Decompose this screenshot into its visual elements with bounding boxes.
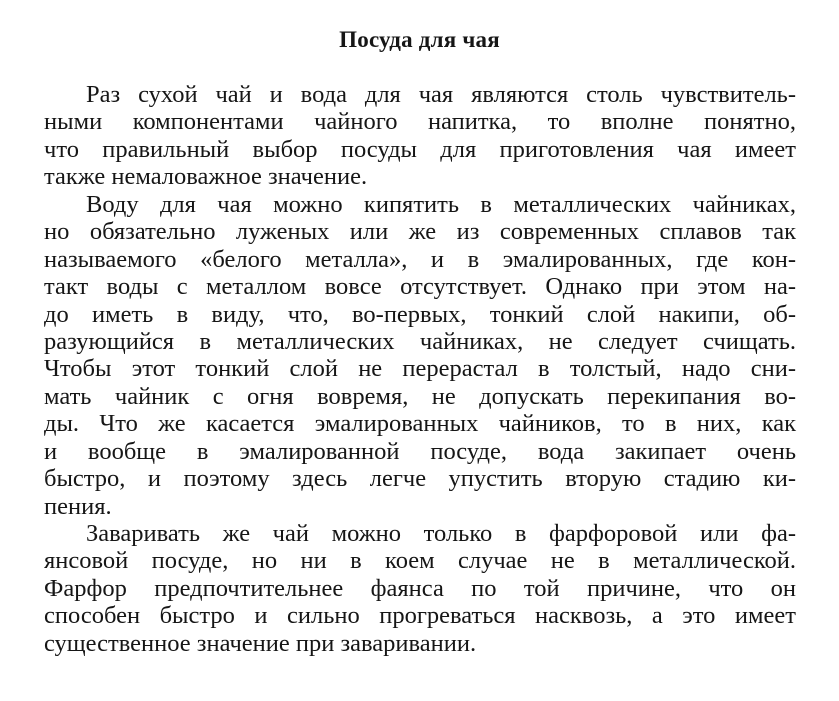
paragraph-3: [44, 520, 796, 657]
text-line: янсовой посуде, но ни в коем случае не в металлической.: [44, 547, 796, 575]
text-line: также немаловажное значение.: [44, 163, 368, 191]
text-line: ды. Что же касается эмалированных чайников, то в них, как: [44, 410, 796, 438]
document-title: Посуда для чая: [339, 27, 500, 52]
text-line: ными компонентами чайного напитка, то вполне понятно,: [44, 108, 796, 136]
text-line: и вообще в эмалированной посуде, вода закипает очень: [44, 437, 796, 465]
document-body: [44, 81, 796, 657]
paragraph-2: [44, 191, 796, 520]
text-line: существенное значение при заваривании.: [44, 629, 477, 657]
text-line: способен быстро и сильно прогреваться насквозь, а это имеет: [44, 602, 796, 630]
text-line: что правильный выбор посуды для приготовления чая имеет: [44, 135, 796, 163]
text-line: Фарфор предпочтительнее фаянса по той причине, что он: [44, 574, 796, 602]
text-line: Чтобы этот тонкий слой не перерастал в толстый, надо сни-: [44, 355, 796, 383]
text-line: быстро, и поэтому здесь легче упустить вторую стадию ки-: [44, 465, 796, 493]
text-line: Раз сухой чай и вода для чая являются столь чувствитель-: [86, 81, 796, 108]
text-line: называемого «белого металла», и в эмалированных, где кон-: [44, 245, 796, 273]
text-line: Заваривать же чай можно только в фарфоровой или фа-: [86, 520, 796, 547]
text-line: разующийся в металлических чайниках, не следует счищать.: [44, 327, 796, 355]
text-line: Воду для чая можно кипятить в металлических чайниках,: [86, 190, 796, 218]
text-line: такт воды с металлом вовсе отсутствует. Однако при этом на-: [44, 273, 796, 301]
text-line: но обязательно луженых или же из современных сплавов так: [44, 218, 796, 246]
paragraph-1: [44, 81, 796, 191]
text-line: пения.: [44, 492, 112, 520]
text-line: мать чайник с огня вовремя, не допускать перекипания во-: [44, 382, 796, 410]
text-line: до иметь в виду, что, во-первых, тонкий слой накипи, об-: [44, 300, 796, 328]
